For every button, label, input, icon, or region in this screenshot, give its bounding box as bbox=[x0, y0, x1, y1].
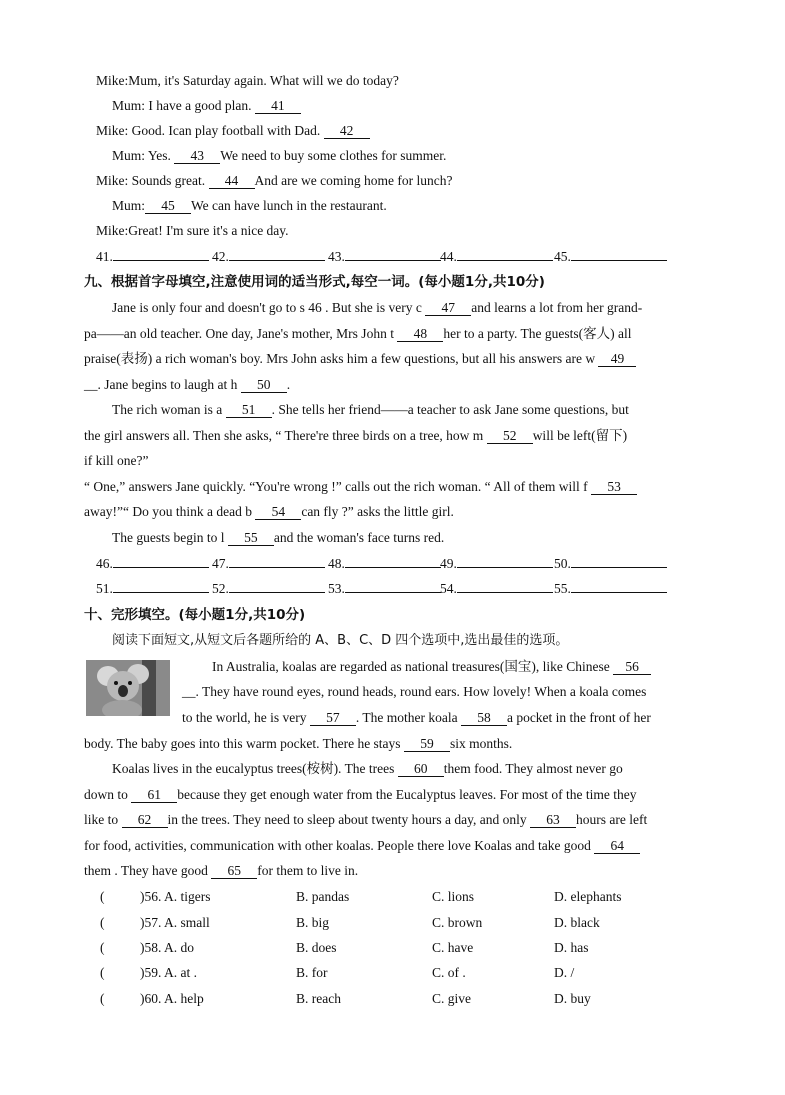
blank-44[interactable]: 44 bbox=[209, 173, 255, 189]
blank-54[interactable]: 54 bbox=[255, 504, 301, 520]
koala-photo bbox=[86, 660, 170, 716]
option-d[interactable]: D. / bbox=[554, 965, 575, 980]
speaker: Mum: bbox=[112, 98, 146, 113]
s10-p2-line-5: them . They have good 65 for them to live in. bbox=[84, 863, 359, 878]
option-a[interactable]: )58. A. do bbox=[140, 940, 194, 955]
dialogue-line-4 bbox=[112, 147, 446, 165]
answer-line[interactable] bbox=[345, 555, 441, 568]
option-a[interactable]: )59. A. at . bbox=[140, 965, 197, 980]
s9-p1-line-3: praise(表扬) a rich woman's boy. Mrs John asks him a few questions, but all his answers are w 49 bbox=[84, 350, 636, 368]
blank-53[interactable]: 53 bbox=[591, 479, 637, 495]
blank-51[interactable]: 51 bbox=[226, 402, 272, 418]
blank-58[interactable]: 58 bbox=[461, 710, 507, 726]
line-text: Great! I'm sure it's a nice day. bbox=[128, 223, 289, 238]
s10-p1-line-3: to the world, he is very 57 . The mother koala 58 a pocket in the front of her bbox=[182, 710, 651, 725]
blank-45[interactable]: 45 bbox=[145, 198, 191, 214]
line-text-after: We need to buy some clothes for summer. bbox=[220, 148, 447, 163]
answer-55[interactable]: 55. bbox=[554, 580, 667, 598]
s9-p2-line-3: if kill one?” bbox=[84, 453, 149, 468]
blank-50[interactable]: 50 bbox=[241, 377, 287, 393]
answer-54[interactable]: 54. bbox=[440, 580, 553, 598]
answer-43[interactable]: 43. bbox=[328, 248, 441, 266]
blank-52[interactable]: 52 bbox=[487, 428, 533, 444]
option-d[interactable]: D. elephants bbox=[554, 889, 622, 904]
speaker: Mum: bbox=[112, 148, 146, 163]
answer-51[interactable]: 51. bbox=[96, 580, 209, 598]
speaker: Mike: bbox=[96, 223, 129, 238]
option-b[interactable]: B. reach bbox=[296, 991, 341, 1006]
s9-p2-line-2: the girl answers all. Then she asks, “ There're three birds on a tree, how m 52 will be left(留下) bbox=[84, 428, 628, 443]
s9-p4-line-1: The guests begin to l 55 and the woman's face turns red. bbox=[112, 530, 445, 545]
answer-paren[interactable]: ( bbox=[100, 965, 105, 980]
blank-48[interactable]: 48 bbox=[397, 326, 443, 342]
blank-63[interactable]: 63 bbox=[530, 812, 576, 828]
blank-59[interactable]: 59 bbox=[404, 736, 450, 752]
answer-line[interactable] bbox=[229, 248, 325, 261]
answer-line[interactable] bbox=[457, 555, 553, 568]
blank-56[interactable]: 56 bbox=[613, 659, 651, 675]
option-d[interactable]: D. has bbox=[554, 940, 589, 955]
blank-41[interactable]: 41 bbox=[255, 98, 301, 114]
s9-p1-line-4: __. Jane begins to laugh at h 50 . bbox=[84, 377, 291, 392]
answer-41[interactable]: 41. bbox=[96, 248, 209, 266]
s9-p1-line-2: pa——an old teacher. One day, Jane's mother, Mrs John t 48 her to a party. The guests(客人) all bbox=[84, 326, 632, 341]
answer-53[interactable]: 53. bbox=[328, 580, 441, 598]
section-9-title: 九、根据首字母填空,注意使用词的适当形式,每空一词。(每小题1分,共10分) bbox=[84, 274, 545, 290]
answer-line[interactable] bbox=[113, 555, 209, 568]
blank-42[interactable]: 42 bbox=[324, 123, 370, 139]
blank-47[interactable]: 47 bbox=[425, 300, 471, 316]
answer-line[interactable] bbox=[229, 555, 325, 568]
line-text: Yes. bbox=[147, 148, 171, 163]
answer-line[interactable] bbox=[457, 580, 553, 593]
dialogue-line-3 bbox=[96, 122, 370, 140]
line-text: Good. Ican play football with Dad. bbox=[131, 123, 321, 138]
s9-p3-line-2: away!”“ Do you think a dead b 54 can fly ?” asks the little girl. bbox=[84, 504, 454, 519]
answer-line[interactable] bbox=[345, 248, 441, 261]
section-10-title: 十、完形填空。(每小题1分,共10分) bbox=[84, 607, 306, 623]
s10-p2-line-1: Koalas lives in the eucalyptus trees(桉树). The trees 60 them food. They almost never go bbox=[112, 761, 623, 776]
dialogue-line-6 bbox=[112, 197, 387, 215]
option-d[interactable]: D. buy bbox=[554, 991, 591, 1006]
s9-p3-line-1: “ One,” answers Jane quickly. “You're wrong !” calls out the rich woman. “ All of them will f 53 bbox=[84, 478, 637, 496]
option-b[interactable]: B. does bbox=[296, 940, 337, 955]
s10-p1-line-2: __. They have round eyes, round heads, round ears. How lovely! When a koala comes bbox=[182, 684, 647, 699]
speaker: Mike: bbox=[96, 123, 129, 138]
option-c[interactable]: C. have bbox=[432, 940, 474, 955]
answer-line[interactable] bbox=[229, 580, 325, 593]
option-b[interactable]: B. pandas bbox=[296, 889, 350, 904]
section-10-instruction: 阅读下面短文,从短文后各题所给的 A、B、C、D 四个选项中,选出最佳的选项。 bbox=[112, 633, 569, 648]
speaker: Mum: bbox=[112, 198, 146, 213]
speaker: Mike: bbox=[96, 73, 129, 88]
option-d[interactable]: D. black bbox=[554, 915, 600, 930]
blank-62[interactable]: 62 bbox=[122, 812, 168, 828]
answer-50[interactable]: 50. bbox=[554, 555, 667, 573]
option-b[interactable]: B. big bbox=[296, 915, 330, 930]
dialogue-line-5 bbox=[96, 172, 452, 190]
dialogue-line-1 bbox=[96, 72, 399, 90]
answer-line[interactable] bbox=[571, 580, 667, 593]
answer-paren[interactable]: ( bbox=[100, 889, 105, 904]
answer-49[interactable]: 49. bbox=[440, 555, 553, 573]
blank-57[interactable]: 57 bbox=[310, 710, 356, 726]
blank-49[interactable]: 49 bbox=[598, 351, 636, 367]
answer-line[interactable] bbox=[457, 248, 553, 261]
answer-line[interactable] bbox=[571, 248, 667, 261]
option-c[interactable]: C. brown bbox=[432, 915, 483, 930]
s10-p2-line-3: like to 62 in the trees. They need to sleep about twenty hours a day, and only 63 hours are left bbox=[84, 812, 648, 827]
option-a[interactable]: )57. A. small bbox=[140, 915, 210, 930]
answer-paren[interactable]: ( bbox=[100, 915, 105, 930]
s9-p2-line-1: The rich woman is a 51 . She tells her friend——a teacher to ask Jane some questions, but bbox=[112, 402, 629, 417]
option-b[interactable]: B. for bbox=[296, 965, 328, 980]
dialogue-line-2 bbox=[112, 97, 301, 115]
s9-p1-line-1: Jane is only four and doesn't go to s 46 . But she is very c 47 and learns a lot from her grand- bbox=[112, 300, 643, 315]
blank-60[interactable]: 60 bbox=[398, 761, 444, 777]
answer-46[interactable]: 46. bbox=[96, 555, 209, 573]
line-text-after: And are we coming home for lunch? bbox=[254, 173, 453, 188]
line-text-after: We can have lunch in the restaurant. bbox=[191, 198, 387, 213]
answer-line[interactable] bbox=[345, 580, 441, 593]
answer-42[interactable]: 42. bbox=[212, 248, 325, 266]
option-c[interactable]: C. give bbox=[432, 991, 471, 1006]
line-text: Mum, it's Saturday again. What will we do today? bbox=[128, 73, 399, 88]
answer-line[interactable] bbox=[113, 248, 209, 261]
koala-image-icon bbox=[86, 660, 170, 716]
line-text: I have a good plan. bbox=[148, 98, 252, 113]
s10-p2-line-2: down to 61 because they get enough water from the Eucalyptus leaves. For most of the time they bbox=[84, 787, 637, 802]
blank-65[interactable]: 65 bbox=[211, 863, 257, 879]
s10-p1-line-1: In Australia, koalas are regarded as national treasures(国宝), like Chinese 56 bbox=[212, 658, 651, 676]
option-c[interactable]: C. lions bbox=[432, 889, 475, 904]
answer-line[interactable] bbox=[113, 580, 209, 593]
answer-line[interactable] bbox=[571, 555, 667, 568]
blank-43[interactable]: 43 bbox=[174, 148, 220, 164]
s10-p1-line-4: body. The baby goes into this warm pocket. There he stays 59 six months. bbox=[84, 736, 513, 751]
answer-paren[interactable]: ( bbox=[100, 991, 105, 1006]
answer-45[interactable]: 45. bbox=[554, 248, 667, 266]
option-a[interactable]: )56. A. tigers bbox=[140, 889, 211, 904]
option-a[interactable]: )60. A. help bbox=[140, 991, 204, 1006]
answer-52[interactable]: 52. bbox=[212, 580, 325, 598]
s10-p2-line-4: for food, activities, communication with other koalas. People there love Koalas and take good 64 bbox=[84, 837, 640, 855]
blank-55[interactable]: 55 bbox=[228, 530, 274, 546]
dialogue-line-7 bbox=[96, 222, 289, 240]
answer-47[interactable]: 47. bbox=[212, 555, 325, 573]
option-c[interactable]: C. of . bbox=[432, 965, 466, 980]
blank-61[interactable]: 61 bbox=[131, 787, 177, 803]
blank-64[interactable]: 64 bbox=[594, 838, 640, 854]
speaker: Mike: bbox=[96, 173, 129, 188]
line-text: Sounds great. bbox=[131, 173, 206, 188]
answer-paren[interactable]: ( bbox=[100, 940, 105, 955]
answer-44[interactable]: 44. bbox=[440, 248, 553, 266]
answer-48[interactable]: 48. bbox=[328, 555, 441, 573]
